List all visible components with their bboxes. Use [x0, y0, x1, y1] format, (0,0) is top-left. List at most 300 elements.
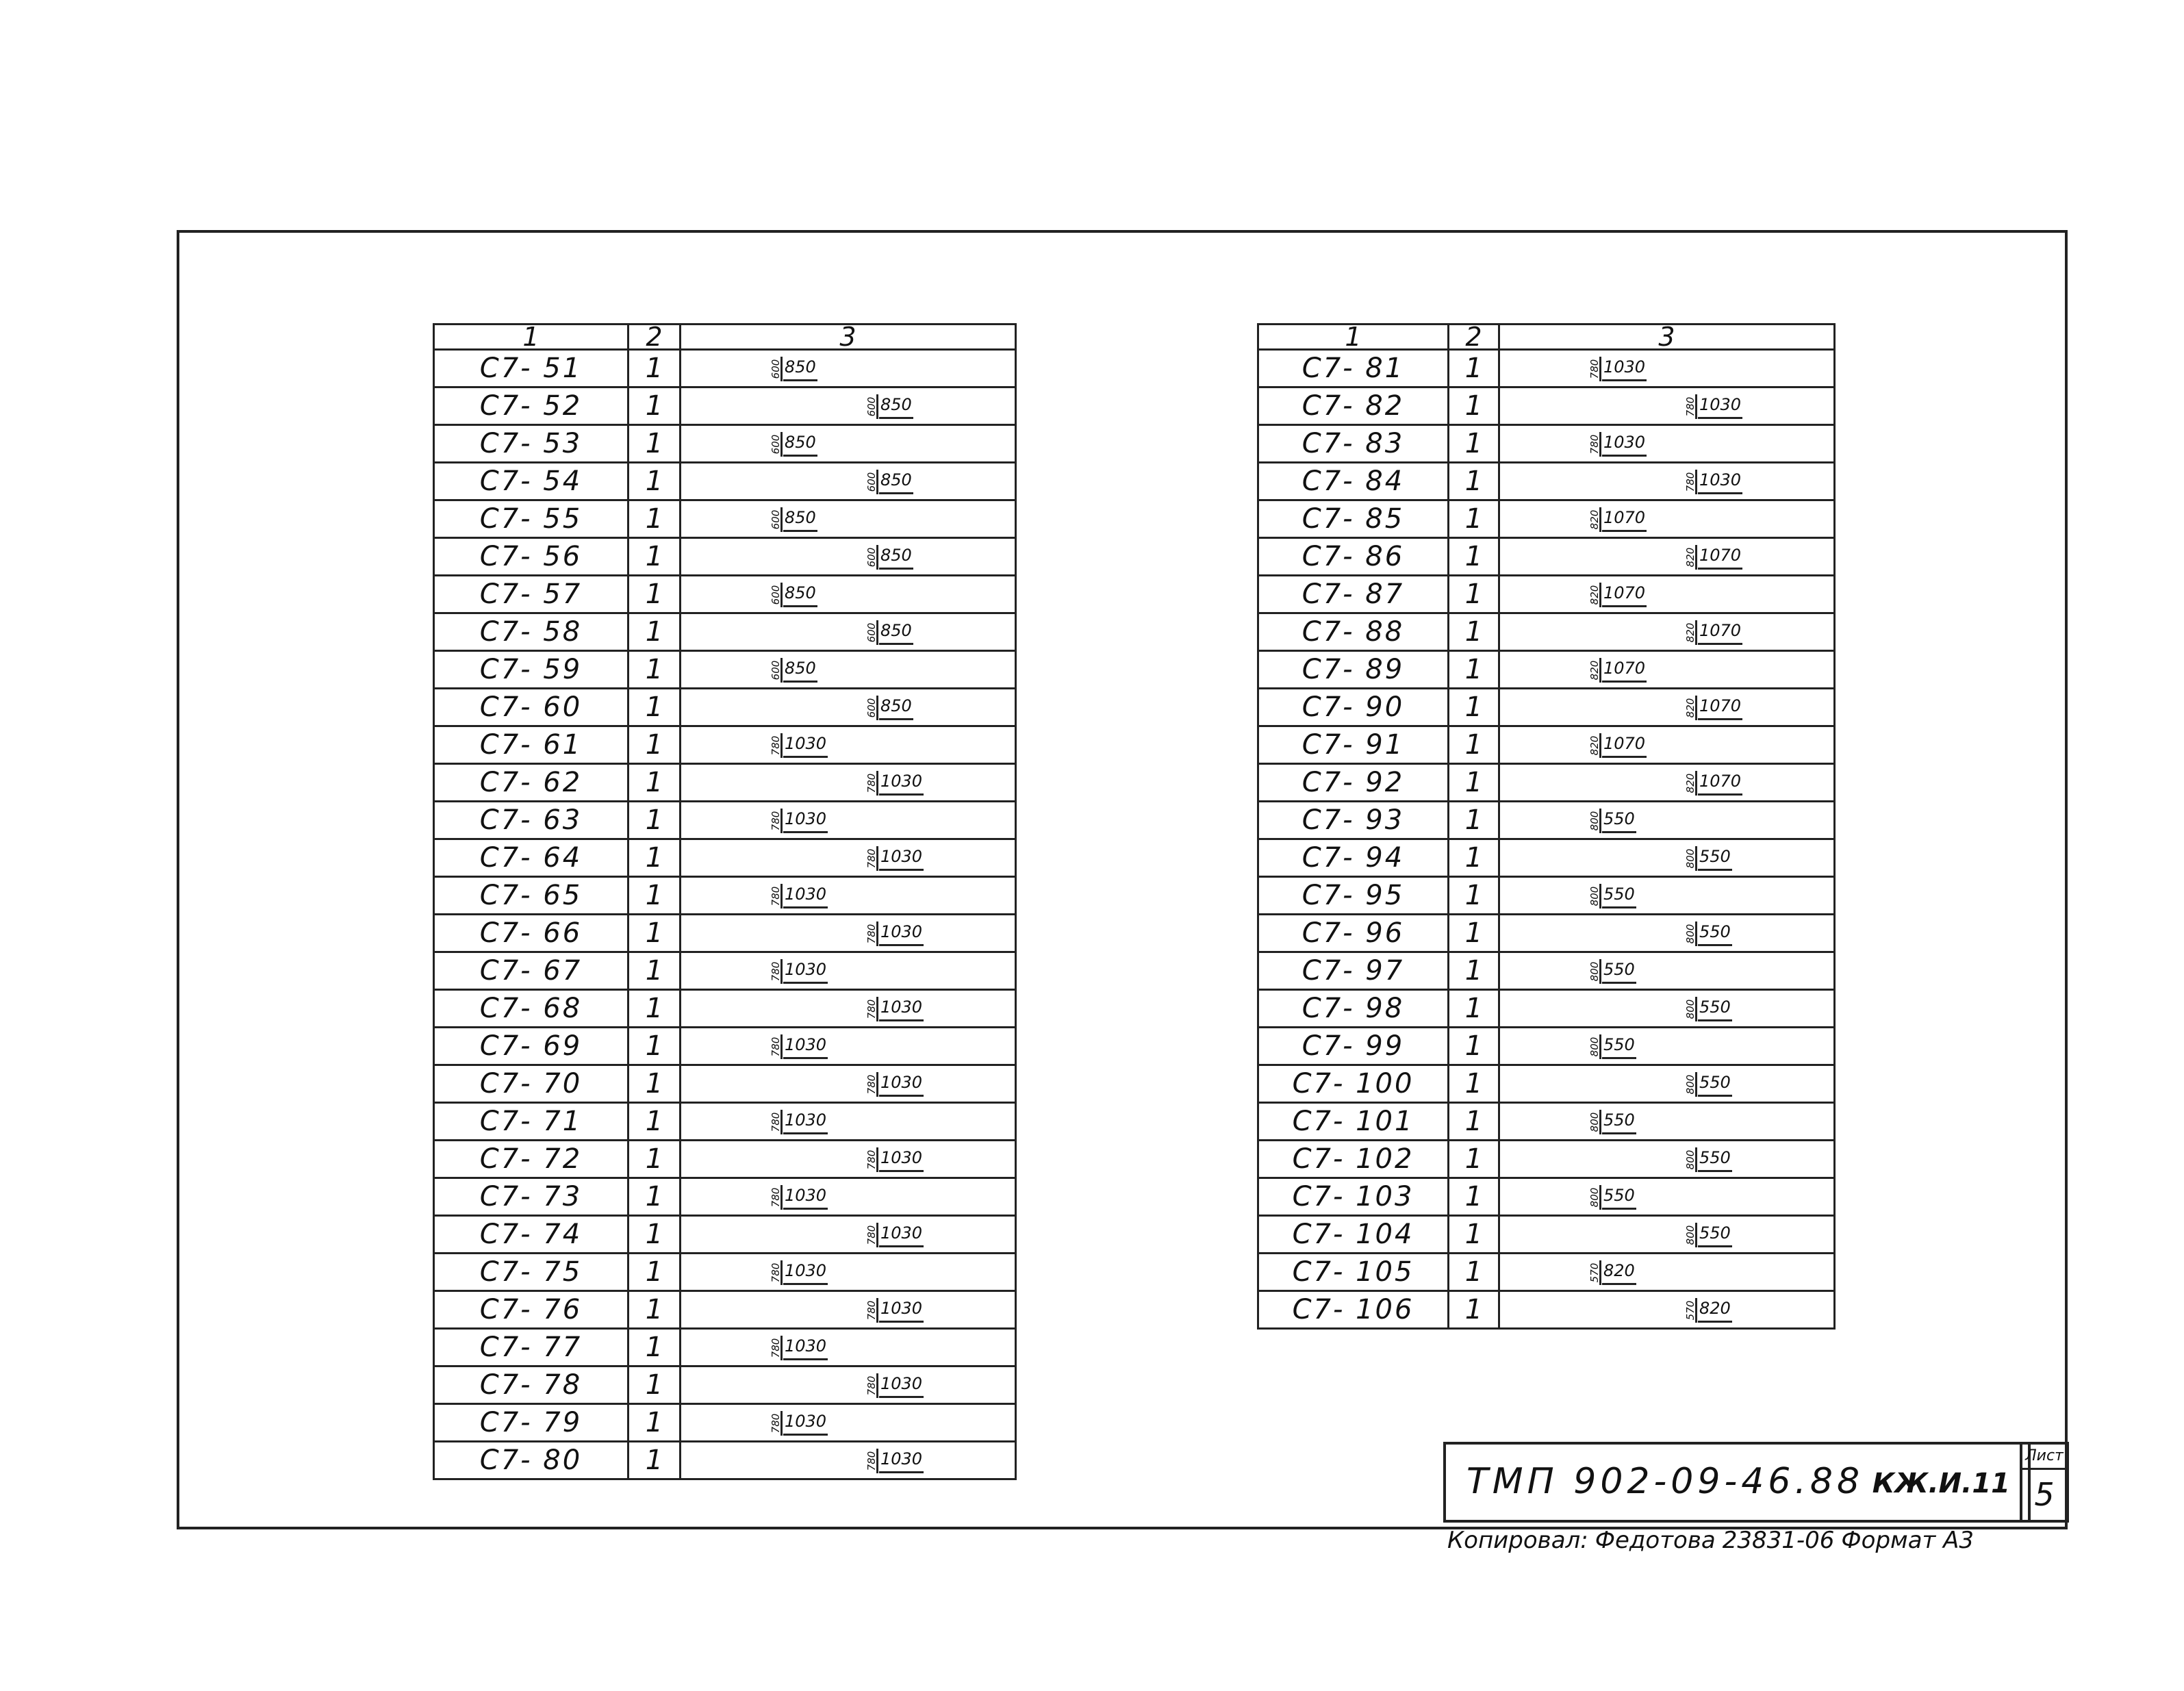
horizontal-dimension: 1030 — [1698, 468, 1742, 494]
table-row — [1258, 1216, 1835, 1254]
vertical-dimension: 780 — [770, 1413, 782, 1434]
bend-sketch-cell — [681, 613, 1016, 651]
vertical-leg — [1684, 696, 1697, 720]
item-quantity: 1 — [628, 802, 681, 839]
table-row — [1258, 990, 1835, 1028]
vertical-dimension: 780 — [1684, 472, 1697, 492]
bend-sketch-cell — [681, 538, 1016, 576]
table-row — [1258, 764, 1835, 802]
item-quantity: 1 — [628, 1442, 681, 1479]
item-quantity: 1 — [1449, 990, 1499, 1028]
vertical-leg — [769, 1110, 783, 1134]
item-quantity: 1 — [1449, 500, 1499, 538]
vertical-dimension: 600 — [770, 434, 782, 455]
bend-sketch-cell — [681, 802, 1016, 839]
bend-sketch-cell — [1499, 1178, 1835, 1216]
item-quantity: 1 — [628, 689, 681, 726]
vertical-leg — [1588, 357, 1601, 381]
vertical-leg — [1684, 771, 1697, 796]
item-mark: С7- 85 — [1258, 500, 1449, 538]
table-row — [434, 1442, 1016, 1479]
item-quantity: 1 — [628, 877, 681, 915]
sheet-label: Лист — [2022, 1445, 2066, 1470]
order-number: 23831-06 — [1722, 1527, 1835, 1554]
item-mark: С7- 81 — [1258, 350, 1449, 387]
item-quantity: 1 — [628, 990, 681, 1028]
horizontal-dimension: 550 — [1602, 806, 1636, 833]
item-mark: С7- 66 — [434, 915, 628, 952]
table-row — [434, 463, 1016, 500]
item-quantity: 1 — [1449, 952, 1499, 990]
bend-sketch-cell — [681, 1178, 1016, 1216]
vertical-leg — [1684, 620, 1697, 645]
vertical-dimension: 820 — [1684, 773, 1697, 793]
horizontal-dimension: 550 — [1698, 919, 1732, 946]
vertical-leg — [865, 1072, 878, 1097]
item-mark: С7- 69 — [434, 1028, 628, 1065]
horizontal-dimension: 1030 — [879, 769, 924, 796]
vertical-dimension: 780 — [770, 811, 782, 831]
table-row — [434, 1366, 1016, 1404]
item-mark: С7- 93 — [1258, 802, 1449, 839]
horizontal-dimension: 1030 — [783, 1108, 828, 1134]
vertical-dimension: 780 — [865, 924, 878, 944]
vertical-leg — [769, 357, 783, 381]
vertical-dimension: 600 — [865, 547, 878, 568]
bend-sketch-cell — [1499, 915, 1835, 952]
vertical-dimension: 600 — [865, 472, 878, 492]
column-header: 1 — [434, 325, 628, 350]
vertical-dimension: 800 — [1588, 961, 1601, 982]
table-row — [434, 538, 1016, 576]
bend-sketch-cell — [681, 990, 1016, 1028]
bend-sketch-cell — [681, 425, 1016, 463]
vertical-leg — [1684, 997, 1697, 1021]
table-row — [434, 1028, 1016, 1065]
item-quantity: 1 — [1449, 1254, 1499, 1291]
vertical-dimension: 600 — [770, 359, 782, 379]
vertical-leg — [1588, 959, 1601, 984]
item-mark: С7- 96 — [1258, 915, 1449, 952]
table-row — [434, 839, 1016, 877]
table-row — [434, 1329, 1016, 1366]
horizontal-dimension: 1030 — [879, 1221, 924, 1247]
left-spec-table — [433, 323, 1017, 1480]
vertical-leg — [1684, 1072, 1697, 1097]
vertical-leg — [1588, 658, 1601, 683]
item-quantity: 1 — [1449, 1103, 1499, 1141]
bend-sketch-cell — [1499, 1028, 1835, 1065]
horizontal-dimension: 1030 — [783, 1409, 828, 1436]
item-quantity: 1 — [628, 576, 681, 613]
item-mark: С7- 61 — [434, 726, 628, 764]
bend-sketch-cell — [681, 839, 1016, 877]
bend-sketch-cell — [1499, 613, 1835, 651]
item-quantity: 1 — [1449, 463, 1499, 500]
column-header: 2 — [1449, 325, 1499, 350]
table-row — [434, 350, 1016, 387]
horizontal-dimension: 550 — [1698, 1145, 1732, 1172]
item-mark: С7- 91 — [1258, 726, 1449, 764]
item-mark: С7- 62 — [434, 764, 628, 802]
item-quantity: 1 — [1449, 689, 1499, 726]
vertical-dimension: 780 — [770, 961, 782, 982]
item-mark: С7- 82 — [1258, 387, 1449, 425]
item-quantity: 1 — [628, 1366, 681, 1404]
table-row — [1258, 387, 1835, 425]
vertical-leg — [1684, 1147, 1697, 1172]
vertical-dimension: 820 — [1588, 735, 1601, 756]
vertical-leg — [865, 1449, 878, 1473]
item-quantity: 1 — [1449, 802, 1499, 839]
vertical-dimension: 600 — [770, 509, 782, 530]
table-row — [434, 613, 1016, 651]
table-row — [1258, 952, 1835, 990]
item-quantity: 1 — [1449, 877, 1499, 915]
item-quantity: 1 — [1449, 576, 1499, 613]
item-mark: С7- 68 — [434, 990, 628, 1028]
horizontal-dimension: 550 — [1602, 1032, 1636, 1059]
horizontal-dimension: 1070 — [1698, 618, 1742, 645]
vertical-leg — [865, 771, 878, 796]
horizontal-dimension: 550 — [1602, 957, 1636, 984]
vertical-leg — [769, 1411, 783, 1436]
vertical-leg — [1588, 1034, 1601, 1059]
item-quantity: 1 — [628, 1141, 681, 1178]
vertical-leg — [1684, 470, 1697, 494]
horizontal-dimension: 850 — [879, 694, 913, 720]
horizontal-dimension: 1070 — [1602, 731, 1647, 758]
table-row — [1258, 689, 1835, 726]
vertical-leg — [1588, 733, 1601, 758]
vertical-leg — [865, 1373, 878, 1398]
item-mark: С7- 98 — [1258, 990, 1449, 1028]
bend-sketch-cell — [1499, 764, 1835, 802]
item-mark: С7- 92 — [1258, 764, 1449, 802]
table-row — [1258, 1028, 1835, 1065]
vertical-leg — [1588, 1260, 1601, 1285]
item-quantity: 1 — [1449, 839, 1499, 877]
bend-sketch-cell — [681, 1028, 1016, 1065]
vertical-dimension: 780 — [1588, 434, 1601, 455]
item-quantity: 1 — [628, 1178, 681, 1216]
horizontal-dimension: 1030 — [879, 1447, 924, 1473]
table-row — [434, 990, 1016, 1028]
vertical-dimension: 800 — [1684, 1225, 1697, 1245]
table-row — [1258, 576, 1835, 613]
horizontal-dimension: 550 — [1602, 1108, 1636, 1134]
item-quantity: 1 — [1449, 350, 1499, 387]
vertical-dimension: 800 — [1588, 1112, 1601, 1132]
bend-sketch-cell — [1499, 802, 1835, 839]
horizontal-dimension: 1030 — [879, 919, 924, 946]
vertical-dimension: 800 — [1588, 811, 1601, 831]
table-row — [434, 387, 1016, 425]
table-row — [434, 425, 1016, 463]
vertical-dimension: 780 — [770, 886, 782, 906]
table-row — [434, 802, 1016, 839]
item-quantity: 1 — [628, 613, 681, 651]
bend-sketch-cell — [681, 1291, 1016, 1329]
table-row — [434, 877, 1016, 915]
item-mark: С7- 53 — [434, 425, 628, 463]
item-quantity: 1 — [628, 463, 681, 500]
vertical-leg — [1588, 432, 1601, 457]
item-mark: С7- 55 — [434, 500, 628, 538]
horizontal-dimension: 1030 — [1602, 430, 1647, 457]
vertical-leg — [769, 1336, 783, 1360]
vertical-dimension: 800 — [1588, 886, 1601, 906]
bend-sketch-cell — [1499, 689, 1835, 726]
bend-sketch-cell — [681, 1065, 1016, 1103]
item-quantity: 1 — [628, 1254, 681, 1291]
bend-sketch-cell — [681, 463, 1016, 500]
item-mark: С7- 102 — [1258, 1141, 1449, 1178]
table-row — [1258, 726, 1835, 764]
vertical-dimension: 800 — [1588, 1187, 1601, 1208]
item-quantity: 1 — [628, 915, 681, 952]
vertical-leg — [1684, 921, 1697, 946]
horizontal-dimension: 820 — [1698, 1296, 1732, 1323]
table-row — [1258, 802, 1835, 839]
item-mark: С7- 72 — [434, 1141, 628, 1178]
vertical-dimension: 820 — [1684, 622, 1697, 643]
item-quantity: 1 — [628, 1065, 681, 1103]
item-quantity: 1 — [1449, 613, 1499, 651]
table-header — [1258, 325, 1835, 350]
item-mark: С7- 76 — [434, 1291, 628, 1329]
copied-name: Федотова — [1595, 1527, 1716, 1554]
vertical-leg — [865, 1298, 878, 1323]
bend-sketch-cell — [681, 689, 1016, 726]
vertical-dimension: 800 — [1588, 1037, 1601, 1057]
vertical-leg — [865, 394, 878, 419]
item-mark: С7- 67 — [434, 952, 628, 990]
table-row — [434, 952, 1016, 990]
table-row — [434, 726, 1016, 764]
horizontal-dimension: 1030 — [879, 995, 924, 1021]
item-mark: С7- 77 — [434, 1329, 628, 1366]
table-row — [1258, 651, 1835, 689]
item-mark: С7- 73 — [434, 1178, 628, 1216]
vertical-leg — [1684, 846, 1697, 871]
horizontal-dimension: 850 — [783, 355, 817, 381]
item-quantity: 1 — [628, 1404, 681, 1442]
item-quantity: 1 — [1449, 764, 1499, 802]
bend-sketch-cell — [681, 387, 1016, 425]
bend-sketch-cell — [1499, 576, 1835, 613]
bend-sketch-cell — [1499, 1103, 1835, 1141]
item-mark: С7- 54 — [434, 463, 628, 500]
bend-sketch-cell — [681, 1329, 1016, 1366]
table-row — [1258, 538, 1835, 576]
item-quantity: 1 — [628, 839, 681, 877]
item-mark: С7- 103 — [1258, 1178, 1449, 1216]
bend-sketch-cell — [1499, 877, 1835, 915]
vertical-leg — [1588, 1110, 1601, 1134]
format-label: Формат А3 — [1841, 1527, 1975, 1554]
bend-sketch-cell — [681, 1103, 1016, 1141]
vertical-leg — [1684, 545, 1697, 570]
table-row — [434, 764, 1016, 802]
vertical-leg — [769, 733, 783, 758]
item-quantity: 1 — [1449, 1065, 1499, 1103]
horizontal-dimension: 1030 — [879, 1070, 924, 1097]
item-mark: С7- 95 — [1258, 877, 1449, 915]
bend-sketch-cell — [1499, 952, 1835, 990]
vertical-leg — [769, 432, 783, 457]
bend-sketch-cell — [681, 500, 1016, 538]
bend-sketch-cell — [1499, 1291, 1835, 1329]
table-row — [1258, 350, 1835, 387]
vertical-dimension: 800 — [1684, 848, 1697, 869]
item-mark: С7- 89 — [1258, 651, 1449, 689]
vertical-dimension: 800 — [1684, 1074, 1697, 1095]
vertical-leg — [769, 1185, 783, 1210]
vertical-dimension: 780 — [770, 735, 782, 756]
table-row — [434, 1404, 1016, 1442]
horizontal-dimension: 1030 — [783, 882, 828, 908]
table-row — [434, 651, 1016, 689]
item-mark: С7- 86 — [1258, 538, 1449, 576]
vertical-dimension: 780 — [865, 1149, 878, 1170]
copied-label: Копировал: — [1447, 1527, 1588, 1554]
table-row — [1258, 1178, 1835, 1216]
horizontal-dimension: 1070 — [1698, 543, 1742, 570]
horizontal-dimension: 1030 — [783, 731, 828, 758]
column-header: 3 — [1499, 325, 1835, 350]
vertical-dimension: 780 — [865, 999, 878, 1019]
horizontal-dimension: 1030 — [879, 1145, 924, 1172]
table-row — [434, 1178, 1016, 1216]
horizontal-dimension: 550 — [1602, 882, 1636, 908]
horizontal-dimension: 820 — [1602, 1258, 1636, 1285]
vertical-leg — [769, 884, 783, 908]
vertical-dimension: 600 — [770, 585, 782, 605]
table-row — [1258, 1291, 1835, 1329]
vertical-dimension: 780 — [770, 1338, 782, 1358]
table-row — [1258, 915, 1835, 952]
horizontal-dimension: 1030 — [879, 1371, 924, 1398]
item-mark: С7- 79 — [434, 1404, 628, 1442]
item-mark: С7- 99 — [1258, 1028, 1449, 1065]
vertical-leg — [1588, 809, 1601, 833]
bend-sketch-cell — [1499, 463, 1835, 500]
vertical-leg — [1684, 394, 1697, 419]
item-quantity: 1 — [628, 1329, 681, 1366]
bend-sketch-cell — [681, 651, 1016, 689]
bend-sketch-cell — [1499, 425, 1835, 463]
horizontal-dimension: 550 — [1698, 844, 1732, 871]
item-quantity: 1 — [628, 538, 681, 576]
horizontal-dimension: 850 — [783, 505, 817, 532]
horizontal-dimension: 550 — [1698, 1221, 1732, 1247]
item-mark: С7- 100 — [1258, 1065, 1449, 1103]
vertical-leg — [865, 846, 878, 871]
vertical-leg — [769, 583, 783, 607]
vertical-leg — [865, 545, 878, 570]
vertical-dimension: 780 — [865, 848, 878, 869]
item-quantity: 1 — [1449, 1028, 1499, 1065]
item-mark: С7- 88 — [1258, 613, 1449, 651]
title-block — [1443, 1442, 2031, 1523]
bend-sketch-cell — [681, 1442, 1016, 1479]
vertical-dimension: 780 — [1684, 396, 1697, 417]
bend-sketch-cell — [681, 952, 1016, 990]
item-quantity: 1 — [628, 1028, 681, 1065]
table-row — [1258, 1065, 1835, 1103]
item-mark: С7- 105 — [1258, 1254, 1449, 1291]
horizontal-dimension: 850 — [879, 618, 913, 645]
bend-sketch-cell — [1499, 990, 1835, 1028]
vertical-dimension: 600 — [770, 660, 782, 681]
item-quantity: 1 — [1449, 726, 1499, 764]
bend-sketch-cell — [681, 726, 1016, 764]
horizontal-dimension: 850 — [879, 543, 913, 570]
item-quantity: 1 — [628, 1216, 681, 1254]
column-header: 1 — [1258, 325, 1449, 350]
horizontal-dimension: 1030 — [783, 1183, 828, 1210]
bend-sketch-cell — [681, 576, 1016, 613]
horizontal-dimension: 1030 — [783, 806, 828, 833]
item-quantity: 1 — [1449, 915, 1499, 952]
vertical-dimension: 600 — [865, 622, 878, 643]
item-mark: С7- 74 — [434, 1216, 628, 1254]
horizontal-dimension: 550 — [1602, 1183, 1636, 1210]
item-mark: С7- 80 — [434, 1442, 628, 1479]
item-quantity: 1 — [628, 387, 681, 425]
table-row — [434, 576, 1016, 613]
table-row — [1258, 1141, 1835, 1178]
table-row — [1258, 425, 1835, 463]
vertical-dimension: 780 — [770, 1037, 782, 1057]
vertical-dimension: 780 — [865, 773, 878, 793]
horizontal-dimension: 1070 — [1698, 694, 1742, 720]
item-mark: С7- 84 — [1258, 463, 1449, 500]
footer-line — [1447, 1525, 2064, 1555]
table-row — [434, 689, 1016, 726]
item-mark: С7- 70 — [434, 1065, 628, 1103]
bend-sketch-cell — [681, 764, 1016, 802]
vertical-leg — [865, 470, 878, 494]
horizontal-dimension: 850 — [879, 468, 913, 494]
item-mark: С7- 64 — [434, 839, 628, 877]
vertical-leg — [769, 1034, 783, 1059]
right-spec-table — [1257, 323, 1836, 1330]
bend-sketch-cell — [1499, 387, 1835, 425]
vertical-dimension: 800 — [1684, 924, 1697, 944]
horizontal-dimension: 1070 — [1602, 656, 1647, 683]
document-part: КЖ.И.11 — [1872, 1468, 2010, 1499]
vertical-dimension: 780 — [865, 1300, 878, 1321]
item-mark: С7- 87 — [1258, 576, 1449, 613]
vertical-dimension: 820 — [1684, 698, 1697, 718]
vertical-dimension: 820 — [1588, 509, 1601, 530]
horizontal-dimension: 1030 — [783, 1258, 828, 1285]
horizontal-dimension: 1030 — [783, 1032, 828, 1059]
bend-sketch-cell — [1499, 350, 1835, 387]
item-quantity: 1 — [1449, 1216, 1499, 1254]
vertical-leg — [1588, 583, 1601, 607]
bend-sketch-cell — [1499, 1065, 1835, 1103]
bend-sketch-cell — [681, 350, 1016, 387]
vertical-leg — [769, 809, 783, 833]
bend-sketch-cell — [681, 877, 1016, 915]
vertical-dimension: 780 — [865, 1074, 878, 1095]
horizontal-dimension: 1030 — [879, 1296, 924, 1323]
bend-sketch-cell — [681, 1141, 1016, 1178]
horizontal-dimension: 550 — [1698, 1070, 1732, 1097]
